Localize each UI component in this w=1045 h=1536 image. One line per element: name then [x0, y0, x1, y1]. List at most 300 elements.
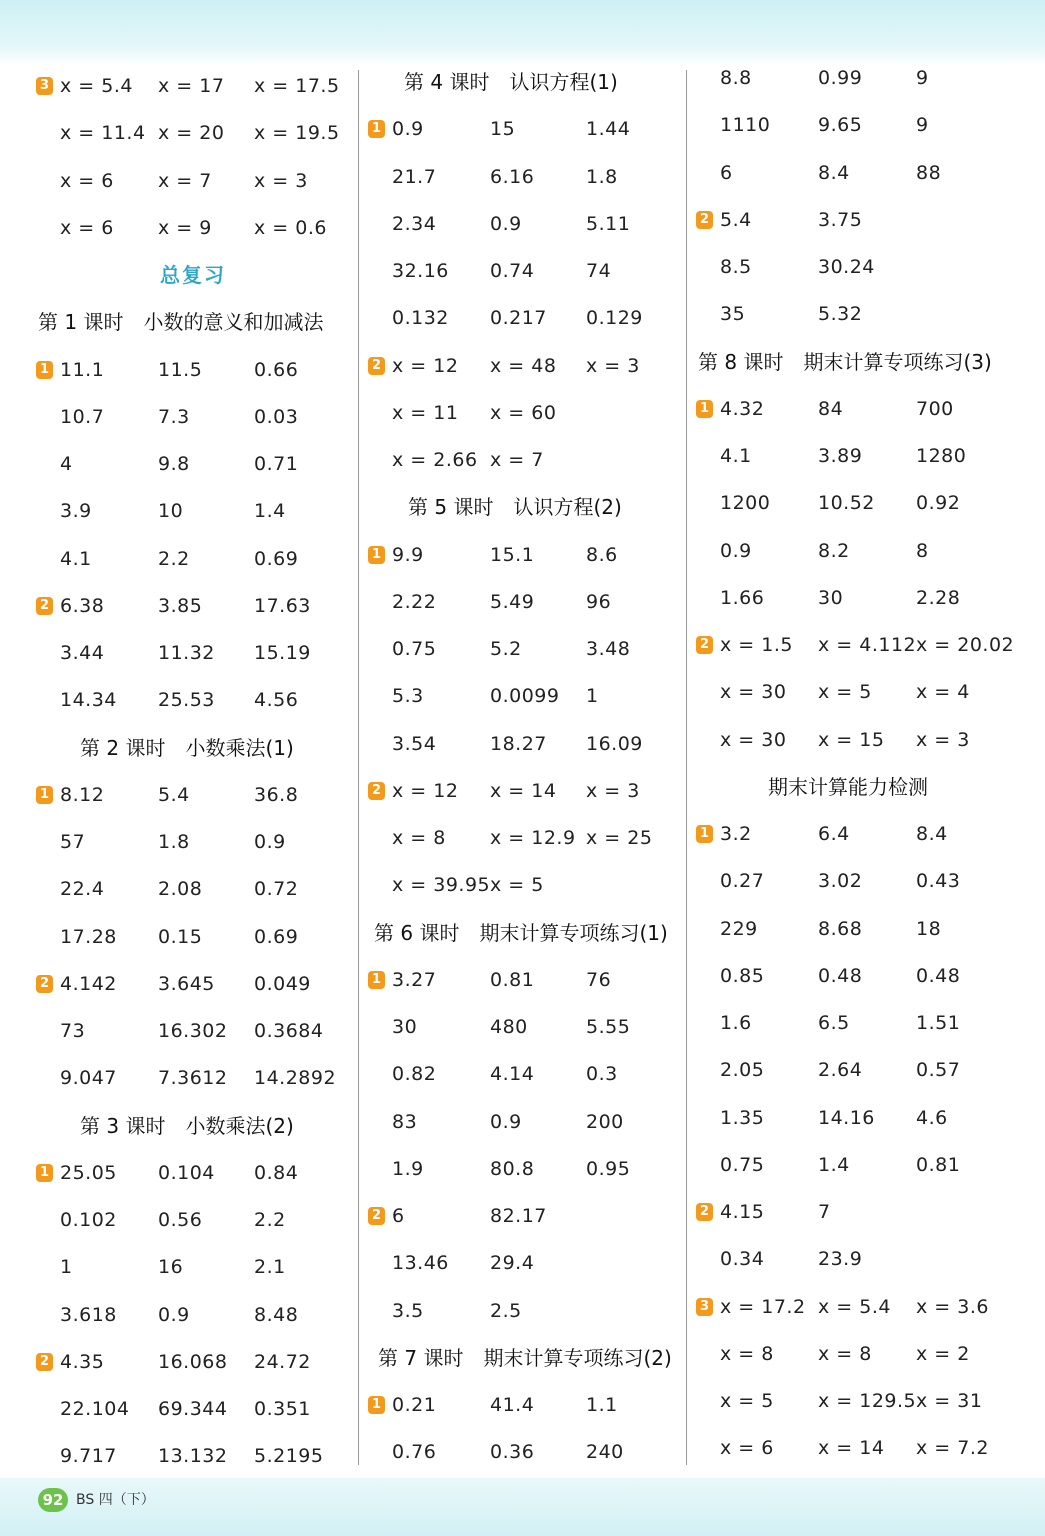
answer-value: 8.48 [254, 1303, 299, 1326]
answer-value: 1.4 [254, 500, 286, 523]
lesson-heading: 第 6 课时 期末计算专项练习(1) [374, 920, 668, 945]
answer-row [368, 1062, 698, 1102]
answer-value: x = 7.2 [916, 1437, 989, 1460]
question-number-badge: 2 [36, 597, 53, 615]
answer-value: 0.102 [60, 1209, 117, 1231]
answer-value: 18.27 [490, 732, 547, 755]
answer-row [368, 1110, 698, 1150]
answer-value: 30.24 [818, 256, 875, 278]
answer-row [696, 208, 1026, 248]
answer-value: 16 [158, 1256, 184, 1279]
answer-value: 8.5 [720, 256, 752, 278]
answer-row [36, 121, 366, 161]
answer-row [696, 1011, 1026, 1051]
answer-row [36, 1397, 366, 1437]
answer-value: x = 6 [60, 216, 114, 239]
answer-value: 1.51 [916, 1012, 961, 1034]
answer-value: 6.16 [490, 165, 535, 188]
answer-row [696, 1200, 1026, 1240]
answer-value: 3.02 [818, 870, 863, 893]
answer-value: 8 [916, 539, 929, 562]
answer-row [36, 499, 366, 539]
answer-value: 0.82 [392, 1063, 437, 1086]
answer-value: 29.4 [490, 1252, 535, 1275]
answer-row [696, 633, 1026, 673]
question-number-badge: 3 [36, 77, 53, 95]
answer-row [696, 539, 1026, 579]
answer-row [368, 1251, 698, 1291]
answer-value: 2.34 [392, 212, 437, 235]
answer-row [696, 491, 1026, 531]
answer-value: 2.5 [490, 1299, 522, 1322]
answer-row [368, 401, 698, 441]
answer-value: 8.2 [818, 539, 850, 562]
answer-value: 0.99 [818, 67, 863, 89]
answer-value: 0.95 [586, 1157, 631, 1180]
answer-value: x = 8 [392, 827, 446, 849]
answer-row [36, 830, 366, 870]
answer-value: 4.14 [490, 1063, 535, 1086]
answer-value: 5.2195 [254, 1445, 324, 1468]
answer-value: 1.66 [720, 586, 765, 609]
answer-value: x = 14 [818, 1437, 885, 1460]
question-number-badge: 3 [696, 1298, 713, 1316]
answer-value: 9 [916, 114, 929, 137]
answer-row [36, 169, 366, 209]
answer-value: 6 [720, 161, 733, 184]
answer-value: 16.09 [586, 732, 643, 755]
answer-value: x = 17.5 [254, 75, 340, 97]
answer-value: 10.52 [818, 492, 875, 515]
answer-value: 5.4 [158, 783, 190, 806]
answer-value: 5.55 [586, 1016, 631, 1038]
answer-value: 9.65 [818, 114, 863, 137]
answer-value: x = 12 [392, 354, 459, 377]
answer-value: 5.2 [490, 638, 522, 660]
answer-value: 0.56 [158, 1209, 203, 1231]
answer-value: x = 6 [720, 1437, 774, 1460]
question-number-badge: 1 [368, 971, 385, 989]
answer-row [368, 1299, 698, 1339]
answer-value: 9.717 [60, 1445, 117, 1468]
answer-value: x = 39.95 [392, 874, 491, 897]
answer-value: 2.22 [392, 590, 437, 613]
answer-value: 5.11 [586, 212, 631, 235]
answer-value: x = 2 [916, 1342, 970, 1365]
answer-value: 9 [916, 67, 929, 89]
answer-value: 0.69 [254, 925, 299, 948]
answer-value: x = 5.4 [818, 1295, 891, 1318]
answer-value: 23.9 [818, 1248, 863, 1271]
answer-value: 21.7 [392, 165, 437, 188]
answer-value: 9.047 [60, 1067, 117, 1090]
answer-value: 3.645 [158, 972, 215, 995]
question-number-badge: 1 [36, 786, 53, 804]
answer-value: 22.104 [60, 1398, 130, 1420]
answer-value: 4 [60, 453, 73, 475]
answer-value: 0.85 [720, 964, 765, 987]
answer-value: 3.85 [158, 594, 203, 617]
answer-row [36, 547, 366, 587]
answer-row [368, 165, 698, 205]
question-number-badge: 2 [696, 636, 713, 654]
answer-row [696, 586, 1026, 626]
answer-value: 4.1 [720, 445, 752, 467]
answer-value: x = 7 [490, 449, 544, 471]
answer-value: 7 [818, 1201, 831, 1223]
answer-row [696, 1247, 1026, 1287]
question-number-badge: 2 [36, 1353, 53, 1371]
answer-value: 69.344 [158, 1398, 228, 1420]
answer-row [696, 1153, 1026, 1193]
answer-value: 3.44 [60, 642, 105, 664]
answer-value: 0.66 [254, 358, 299, 381]
answer-value: 0.71 [254, 453, 299, 475]
page-number-badge: 92 [38, 1488, 68, 1512]
answer-value: x = 5 [490, 874, 544, 897]
answer-value: 3.618 [60, 1303, 117, 1326]
answer-row [368, 212, 698, 252]
answer-value: 0.75 [720, 1153, 765, 1176]
answer-value: 9.8 [158, 453, 190, 475]
answer-value: 200 [586, 1110, 624, 1133]
answer-row [368, 637, 698, 677]
answer-value: 8.4 [818, 161, 850, 184]
answer-value: 6.38 [60, 594, 105, 617]
question-number-badge: 2 [368, 1207, 385, 1225]
answer-value: x = 4 [916, 681, 970, 704]
answer-row [36, 1303, 366, 1343]
question-number-badge: 1 [696, 825, 713, 843]
answer-row [36, 1444, 366, 1484]
lesson-heading: 第 1 课时 小数的意义和加减法 [38, 310, 324, 335]
question-number-badge: 2 [368, 782, 385, 800]
answer-row [36, 972, 366, 1012]
answer-value: 0.104 [158, 1161, 215, 1184]
answer-value: x = 3 [254, 169, 308, 192]
answer-value: 11.1 [60, 358, 105, 381]
answer-value: x = 11 [392, 401, 459, 424]
answer-row [696, 1106, 1026, 1146]
answer-value: 11.5 [158, 358, 203, 381]
answer-value: 3.75 [818, 208, 863, 231]
lesson-heading: 期末计算能力检测 [768, 774, 928, 799]
answer-row [696, 822, 1026, 862]
answer-value: 1 [586, 685, 599, 708]
answer-value: 1200 [720, 492, 771, 515]
question-number-badge: 2 [696, 1203, 713, 1221]
answer-value: 74 [586, 260, 612, 282]
answer-value: x = 2.66 [392, 449, 478, 471]
answer-value: 0.27 [720, 870, 765, 893]
answer-value: x = 6 [60, 169, 114, 192]
answer-row [696, 113, 1026, 153]
answer-value: 16.068 [158, 1350, 228, 1373]
answer-row [36, 925, 366, 965]
lesson-heading: 第 2 课时 小数乘法(1) [80, 735, 294, 760]
answer-value: 2.64 [818, 1059, 863, 1082]
answer-row [36, 594, 366, 634]
answer-value: 5.4 [720, 208, 752, 231]
answer-value: x = 15 [818, 728, 885, 751]
answer-value: x = 7 [158, 169, 212, 192]
answer-value: 4.35 [60, 1350, 105, 1373]
answer-value: 2.2 [158, 547, 190, 570]
answer-value: x = 11.4 [60, 122, 146, 145]
answer-value: 0.9 [254, 831, 286, 853]
answer-value: 96 [586, 590, 612, 613]
answer-value: 4.32 [720, 397, 765, 420]
answer-value: 32.16 [392, 260, 449, 282]
answer-value: 0.217 [490, 307, 547, 330]
answer-value: x = 14 [490, 779, 557, 802]
answer-row [36, 1208, 366, 1248]
answer-value: 0.75 [392, 638, 437, 660]
answer-value: 73 [60, 1020, 86, 1042]
answer-row [368, 826, 698, 866]
answer-value: 480 [490, 1016, 528, 1038]
answer-value: 7.3612 [158, 1067, 228, 1090]
question-number-badge: 1 [36, 361, 53, 379]
answer-value: 88 [916, 161, 942, 184]
answer-value: 3.27 [392, 968, 437, 991]
answer-value: 13.132 [158, 1445, 228, 1468]
answer-value: 4.1 [60, 547, 92, 570]
answer-row [368, 873, 698, 913]
answer-value: 8.6 [586, 543, 618, 566]
answer-value: 1.4 [818, 1153, 850, 1176]
bottom-decorative-band [0, 1478, 1045, 1536]
answer-value: 15.1 [490, 543, 535, 566]
answer-value: x = 20 [158, 122, 225, 145]
answer-row [368, 779, 698, 819]
answer-row [696, 680, 1026, 720]
answer-value: 2.1 [254, 1256, 286, 1279]
answer-value: 1.1 [586, 1394, 618, 1416]
answer-value: 5.3 [392, 685, 424, 708]
answer-row [696, 917, 1026, 957]
answer-value: x = 19.5 [254, 122, 340, 145]
answer-value: 0.74 [490, 260, 535, 282]
answer-value: 0.72 [254, 878, 299, 901]
answer-value: x = 3 [916, 728, 970, 751]
answer-value: x = 48 [490, 354, 557, 377]
answer-row [696, 964, 1026, 1004]
answer-value: 0.84 [254, 1161, 299, 1184]
answer-row [36, 216, 366, 256]
answer-value: x = 12.9 [490, 827, 576, 849]
answer-row [368, 968, 698, 1008]
answer-value: 0.92 [916, 492, 961, 515]
answer-row [36, 1019, 366, 1059]
answer-value: 24.72 [254, 1350, 311, 1373]
answer-value: 25.05 [60, 1161, 117, 1184]
answer-value: 1.6 [720, 1012, 752, 1034]
answer-value: 8.4 [916, 823, 948, 845]
answer-value: 9.9 [392, 543, 424, 566]
answer-value: x = 12 [392, 779, 459, 802]
answer-value: 0.81 [916, 1153, 961, 1176]
answer-value: 11.32 [158, 642, 215, 664]
answer-row [696, 1058, 1026, 1098]
answer-value: 84 [818, 397, 844, 420]
top-decorative-band [0, 0, 1045, 66]
answer-value: 0.36 [490, 1441, 535, 1464]
answer-value: 0.69 [254, 547, 299, 570]
answer-value: 7.3 [158, 405, 190, 428]
question-number-badge: 1 [368, 120, 385, 138]
answer-value: 6.4 [818, 823, 850, 845]
book-edition-label: BS 四（下） [76, 1492, 155, 1508]
answer-value: x = 31 [916, 1390, 983, 1412]
answer-value: 8.68 [818, 917, 863, 940]
answer-value: 1 [60, 1256, 73, 1279]
answer-row [36, 1350, 366, 1390]
answer-value: x = 129.5 [818, 1390, 917, 1412]
answer-value: 14.2892 [254, 1067, 337, 1090]
lesson-heading: 第 7 课时 期末计算专项练习(2) [378, 1345, 672, 1370]
answer-value: 30 [392, 1016, 418, 1038]
answer-value: x = 17.2 [720, 1295, 806, 1318]
answer-row [36, 688, 366, 728]
answer-value: 14.34 [60, 689, 117, 712]
answer-value: x = 5 [818, 681, 872, 704]
answer-value: x = 9 [158, 216, 212, 239]
answer-value: 6.5 [818, 1012, 850, 1034]
answer-row [368, 684, 698, 724]
answer-value: 0.9 [158, 1303, 190, 1326]
answer-value: 3.54 [392, 732, 437, 755]
answer-value: 3.9 [60, 500, 92, 523]
answer-row [36, 358, 366, 398]
section-title: 总复习 [160, 263, 226, 287]
answer-row [696, 302, 1026, 342]
answer-row [696, 444, 1026, 484]
answer-row [36, 783, 366, 823]
answer-value: x = 4.112 [818, 634, 917, 656]
answer-row [696, 728, 1026, 768]
answer-value: 3.5 [392, 1299, 424, 1322]
answer-row [368, 1157, 698, 1197]
answer-value: x = 1.5 [720, 634, 793, 656]
question-number-badge: 1 [368, 546, 385, 564]
answer-value: 25.53 [158, 689, 215, 712]
answer-value: 8.12 [60, 783, 105, 806]
answer-value: x = 60 [490, 401, 557, 424]
answer-row [368, 306, 698, 346]
answer-value: 0.132 [392, 307, 449, 330]
answer-row [368, 1204, 698, 1244]
answer-value: 17.28 [60, 925, 117, 948]
answer-row [368, 543, 698, 583]
answer-value: 2.05 [720, 1059, 765, 1082]
answer-value: 4.15 [720, 1201, 765, 1223]
answer-value: 2.2 [254, 1209, 286, 1231]
answer-value: 57 [60, 831, 86, 853]
answer-row [696, 161, 1026, 201]
answer-value: x = 30 [720, 681, 787, 704]
answer-row [36, 877, 366, 917]
answer-row [696, 66, 1026, 106]
question-number-badge: 2 [36, 975, 53, 993]
answer-value: 1.35 [720, 1106, 765, 1129]
answer-row [696, 397, 1026, 437]
answer-value: 18 [916, 917, 942, 940]
answer-value: 80.8 [490, 1157, 535, 1180]
answer-value: 1280 [916, 445, 967, 467]
answer-value: 17.63 [254, 594, 311, 617]
answer-row [36, 405, 366, 445]
answer-value: x = 5.4 [60, 75, 133, 97]
answer-value: 1110 [720, 114, 771, 137]
answer-value: x = 20.02 [916, 634, 1015, 656]
answer-row [36, 1161, 366, 1201]
question-number-badge: 2 [696, 211, 713, 229]
answer-value: 82.17 [490, 1205, 547, 1227]
answer-value: 0.049 [254, 972, 311, 995]
answer-value: 4.142 [60, 972, 117, 995]
answer-row [368, 354, 698, 394]
answer-value: 16.302 [158, 1020, 228, 1042]
answer-value: 15.19 [254, 642, 311, 664]
answer-value: 13.46 [392, 1252, 449, 1275]
answer-value: 36.8 [254, 783, 299, 806]
answer-value: 0.57 [916, 1059, 961, 1082]
answer-value: 0.48 [916, 964, 961, 987]
answer-value: 2.28 [916, 586, 961, 609]
answer-value: x = 5 [720, 1390, 774, 1412]
answer-value: 76 [586, 968, 612, 991]
answer-row [36, 452, 366, 492]
answer-value: 3.48 [586, 638, 631, 660]
answer-value: 10 [158, 500, 184, 523]
answer-value: 5.32 [818, 303, 863, 326]
answer-value: 14.16 [818, 1106, 875, 1129]
answer-row [696, 1389, 1026, 1429]
answer-row [368, 1440, 698, 1480]
answer-value: 240 [586, 1441, 624, 1464]
answer-value: 0.48 [818, 964, 863, 987]
answer-row [368, 259, 698, 299]
answer-row [368, 590, 698, 630]
answer-value: 15 [490, 118, 516, 141]
answer-value: x = 17 [158, 75, 225, 97]
answer-row [36, 1066, 366, 1106]
answer-value: 22.4 [60, 878, 105, 901]
answer-value: 0.34 [720, 1248, 765, 1271]
question-number-badge: 1 [36, 1164, 53, 1182]
answer-value: 4.6 [916, 1106, 948, 1129]
lesson-heading: 第 5 课时 认识方程(2) [408, 495, 622, 520]
answer-value: 35 [720, 303, 746, 326]
answer-value: 2.08 [158, 878, 203, 901]
answer-value: 0.351 [254, 1398, 311, 1420]
answer-value: x = 8 [818, 1342, 872, 1365]
answer-value: 3.89 [818, 445, 863, 467]
answer-value: 0.9 [392, 118, 424, 141]
answer-value: 41.4 [490, 1394, 535, 1416]
answer-value: x = 3.6 [916, 1295, 989, 1318]
answer-row [36, 74, 366, 114]
answer-value: 4.56 [254, 689, 299, 712]
answer-value: 10.7 [60, 405, 105, 428]
answer-value: 1.8 [586, 165, 618, 188]
answer-value: 5.49 [490, 590, 535, 613]
lesson-heading: 第 8 课时 期末计算专项练习(3) [698, 349, 992, 374]
answer-value: 700 [916, 397, 954, 420]
answer-value: 229 [720, 917, 758, 940]
answer-row [368, 1015, 698, 1055]
